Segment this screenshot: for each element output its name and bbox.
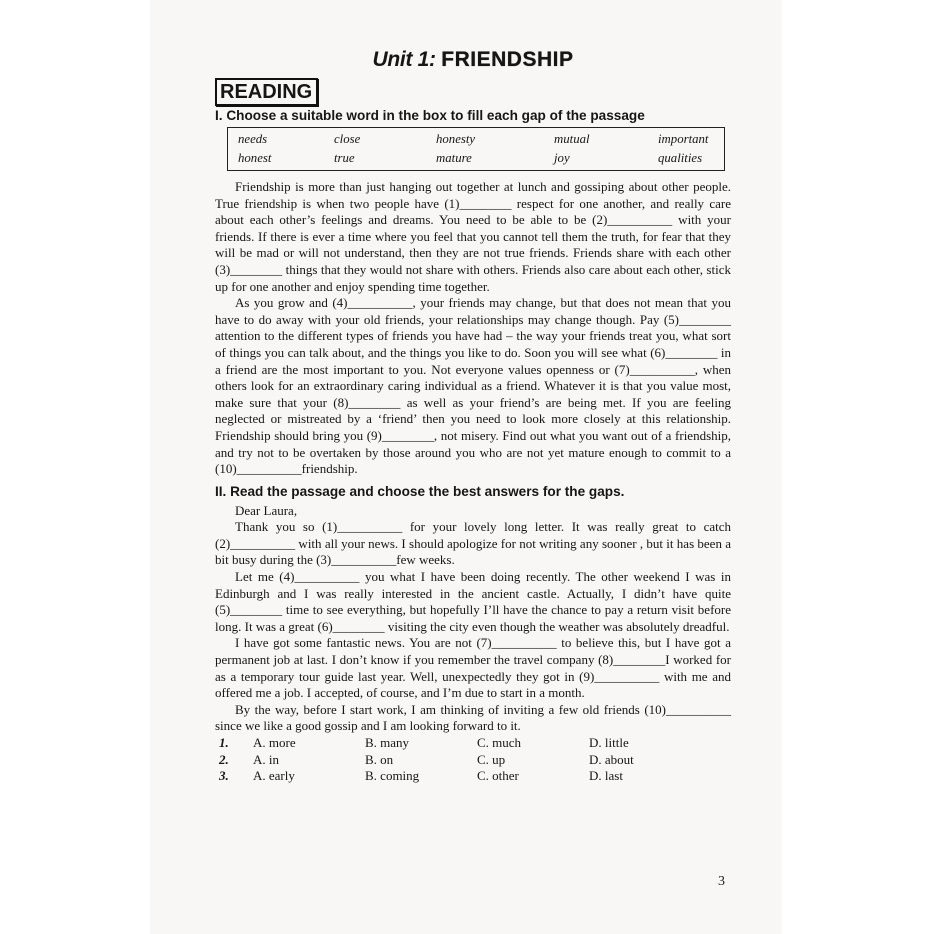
option-a: A. early (253, 768, 295, 784)
reading-section-label: READING (215, 78, 318, 106)
task1-passage (215, 179, 731, 478)
letter-paragraph: Let me (4)__________ you what I have been doing recently. The other weekend I was in Edinburgh and I was really interested in the ancient castle. Actually, I didn’t have quite (5)________ time to see everything, but hopefully I’ll have the chance to pay a return visit before long. It was a great (6)________ visiting the city even though the weather was absolutely dreadful. (215, 569, 731, 634)
letter-paragraph: Thank you so (1)__________ for your lovely long letter. It was really great to catch (2)__________ with all your news. I should apologize for not writing any sooner , but it has been a bit busy during the (3)__________few weeks. (215, 519, 731, 568)
task2-letter (215, 503, 731, 735)
passage-paragraph: Friendship is more than just hanging out together at lunch and gossiping about other people. True friendship is when two people have (1)________ respect for one another, and really care about each other’s feelings and dreams. You need to be able to be (2)__________ with your friends. If there is ever a time where you feel that you cannot tell them the truth, for fear that they will be mad or will not understand, then they are not true friends. Friends share with each other (3)________ things that they would not share with others. Friends also care about each other, stick up for one another and enjoy spending time together. (215, 179, 731, 294)
word-box-item: needs (238, 132, 268, 146)
option-row (215, 735, 731, 752)
page-number: 3 (718, 874, 725, 889)
option-a: A. more (253, 735, 296, 750)
task2-heading: II. Read the passage and choose the best answers for the gaps. (215, 483, 625, 499)
word-box (227, 127, 725, 171)
word-box-row (238, 149, 716, 168)
unit-title-main: FRIENDSHIP (441, 48, 574, 71)
unit-title (215, 48, 731, 72)
letter-paragraph: By the way, before I start work, I am thinking of inviting a few old friends (10)__________ since we like a good gossip and I am looking forward to it. (215, 701, 731, 734)
option-b: B. on (365, 751, 394, 767)
word-box-item: important (658, 132, 709, 146)
option-c: C. up (477, 751, 506, 767)
word-box-item: qualities (658, 151, 703, 165)
word-box-row (238, 130, 716, 149)
word-box-item: mature (436, 151, 472, 165)
option-d: D. last (589, 768, 623, 784)
word-box-item: honesty (436, 132, 476, 146)
answer-options (215, 735, 731, 785)
question-number: 3. (219, 768, 229, 784)
word-box-item: close (334, 132, 361, 146)
word-box-item: joy (554, 151, 570, 165)
option-b: B. coming (365, 768, 420, 784)
passage-paragraph: As you grow and (4)__________, your friends may change, but that does not mean that you have to do away with your old friends, your relationships may change though. Pay (5)________ attention to the different types of friends you have had – the way your friends treat you, what sort of things you can talk about, and the things you like to do. Soon you will see what (6)________ in a friend are the most important to you. Not everyone values openness or (7)__________, when others look for an extraordinary caring individual as a friend. Whatever it is that you value most, make sure that your (8)________ as well as your friend’s are being met. If you are feeling neglected or mistreated by a ‘friend’ then you need to look more closely at this relationship. Friendship should bring you (9)________, not misery. Find out what you want out of a friendship, and try not to be overtaken by those around you who are not yet mature enough to commit to a (10)__________friendship. (215, 295, 731, 477)
letter-salutation: Dear Laura, (235, 502, 298, 518)
option-d: D. little (589, 735, 629, 750)
word-box-item: true (334, 151, 355, 165)
word-box-item: mutual (554, 132, 590, 146)
option-b: B. many (365, 735, 410, 750)
task1-heading: I. Choose a suitable word in the box to fill each gap of the passage (215, 108, 645, 123)
option-d: D. about (589, 751, 634, 767)
worksheet-content (215, 48, 731, 785)
option-c: C. much (477, 735, 522, 750)
letter-paragraph: I have got some fantastic news. You are not (7)__________ to believe this, but I have got a permanent job at last. I don’t know if you remember the travel company (8)________I worked for as a temporary tour guide last year. Well, unexpectedly they got in (9)__________ with me and offered me a job. I accepted, of course, and I’m due to start in a month. (215, 635, 731, 701)
option-row (215, 752, 731, 769)
question-number: 1. (219, 735, 229, 750)
question-number: 2. (219, 751, 229, 767)
word-box-item: honest (238, 151, 272, 165)
option-c: C. other (477, 768, 519, 784)
option-a: A. in (253, 751, 279, 767)
unit-title-prefix: Unit 1: (372, 48, 436, 71)
option-row (215, 768, 731, 785)
